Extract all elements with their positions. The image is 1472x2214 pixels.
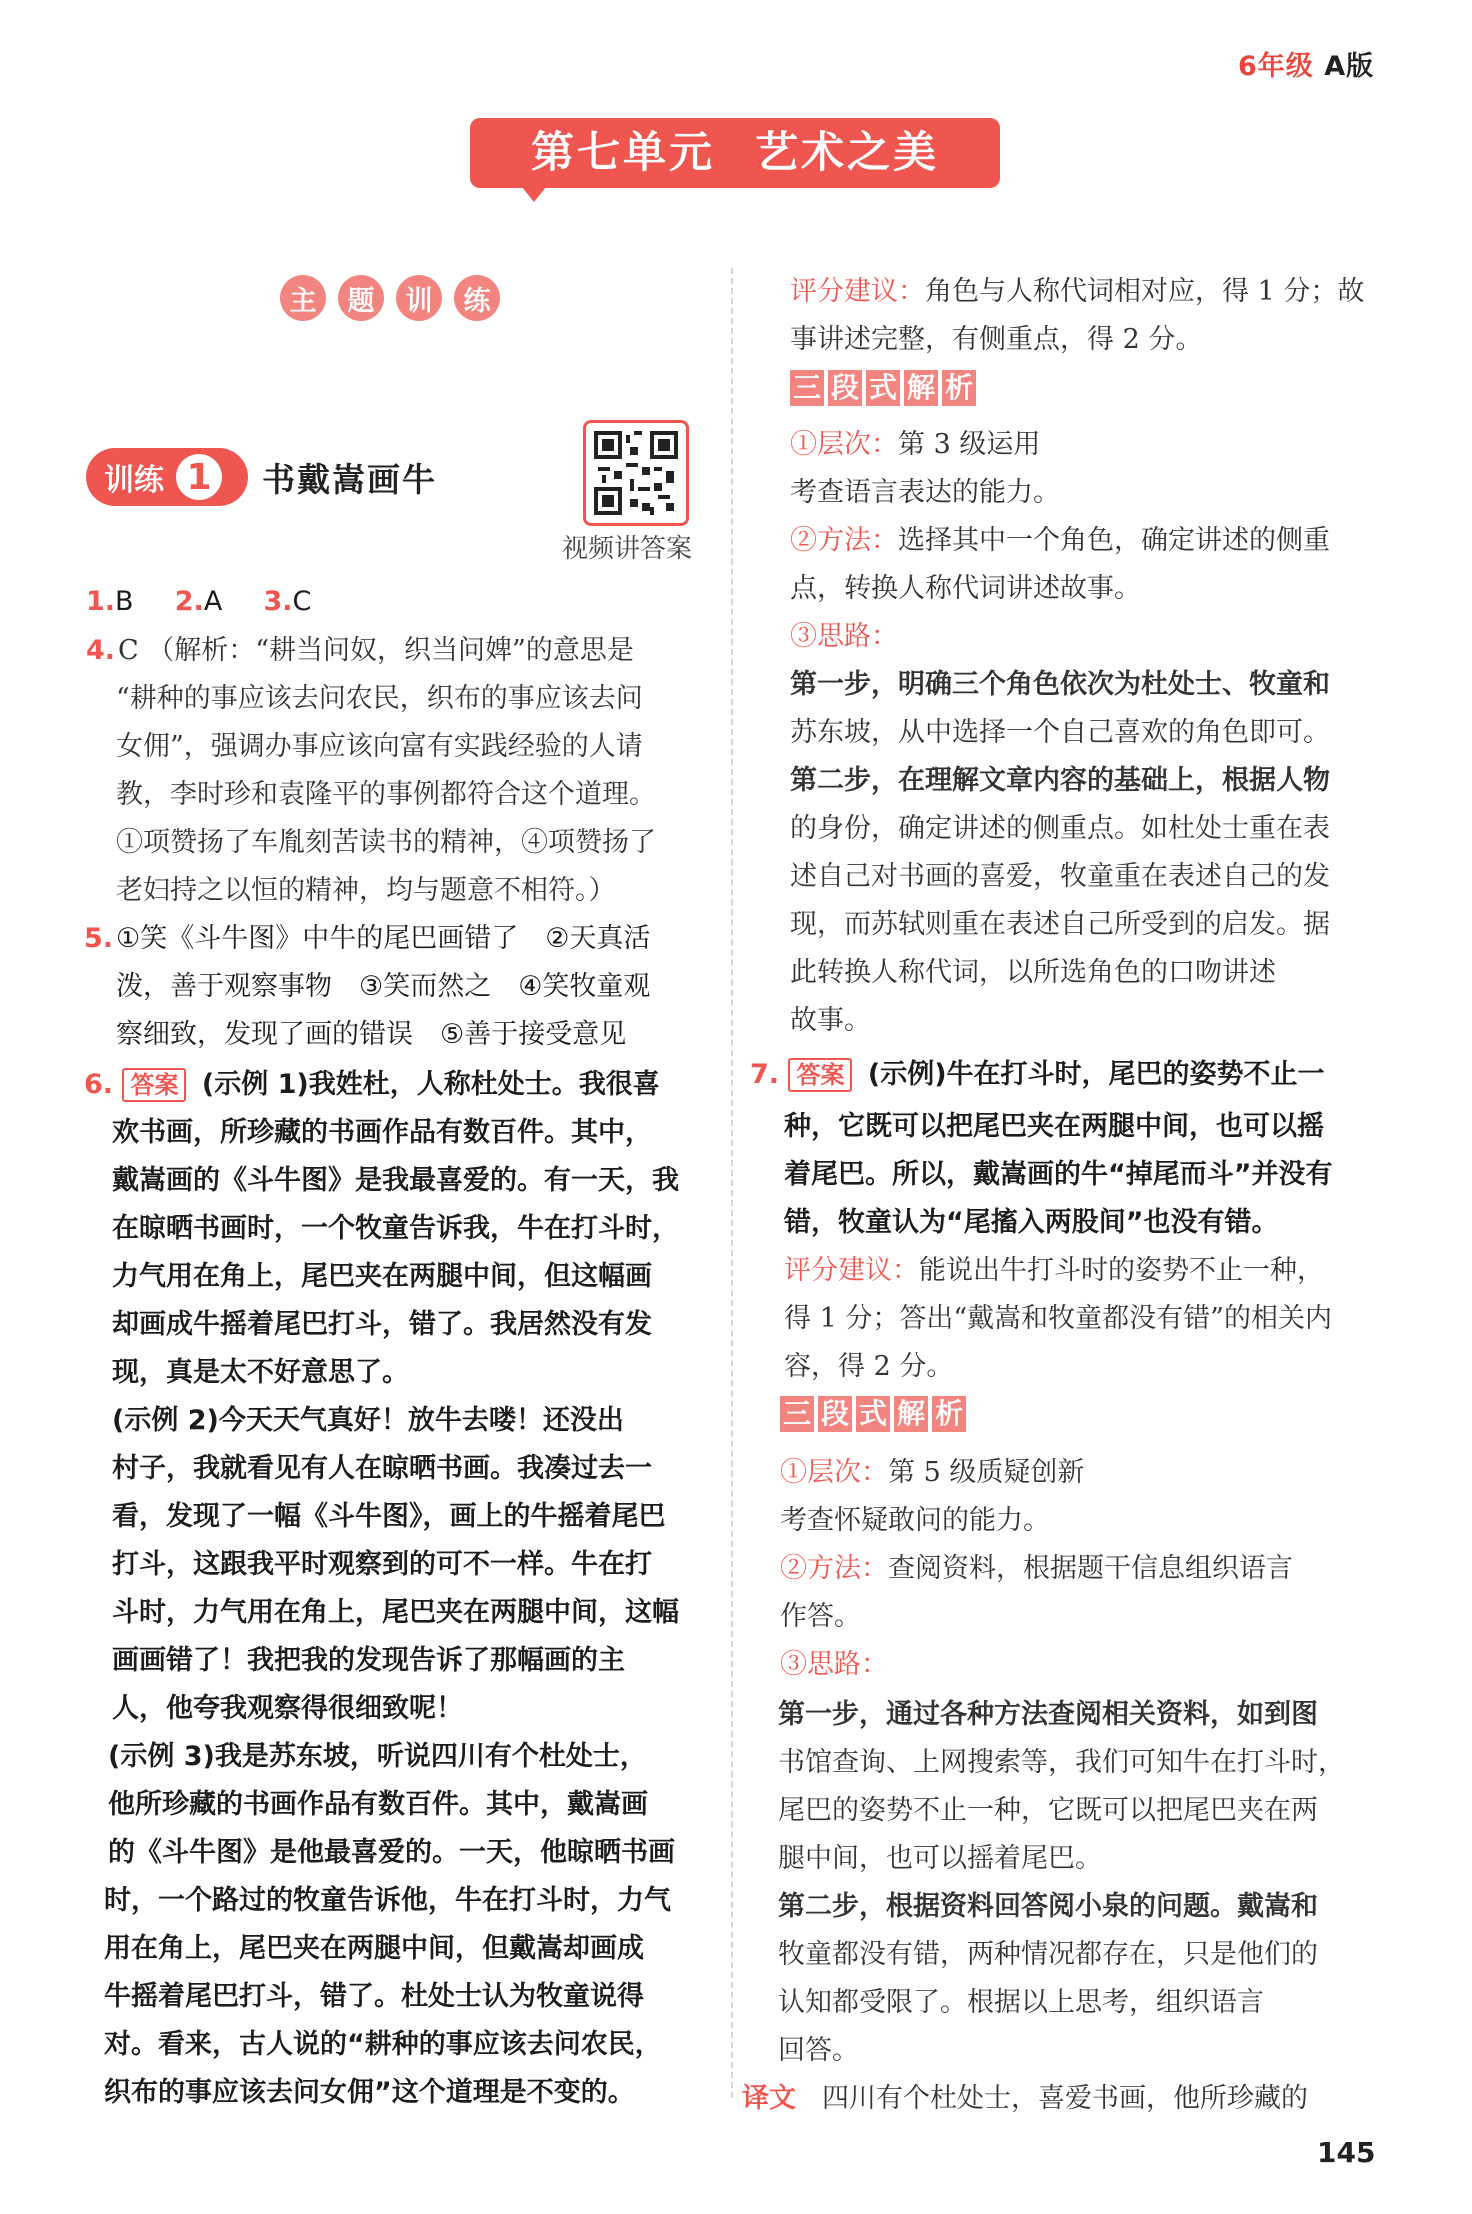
qr-code-icon	[594, 431, 678, 515]
path-label-text: ③思路：	[780, 1649, 888, 1680]
path-line: 故事。	[790, 1005, 871, 1036]
score-label: 评分建议：	[784, 1255, 919, 1286]
lesson-number: 1	[176, 454, 222, 500]
path-line: 尾巴的姿势不止一种，它既可以把尾巴夹在两	[778, 1795, 1318, 1826]
q6-line: 现，真是太不好意思了。	[112, 1357, 409, 1388]
score-label: 评分建议：	[790, 276, 925, 307]
three-step-analysis-badge-2	[780, 1396, 970, 1432]
badge-char: 解	[904, 370, 938, 406]
q6-line: 牛摇着尾巴打斗，错了。杜处士认为牧童说得	[104, 1981, 644, 2012]
answers-1-3	[86, 585, 311, 619]
badge-char: 解	[894, 1396, 928, 1432]
answer-badge: 答案	[788, 1058, 852, 1092]
question-number: 1.	[86, 586, 116, 617]
level-text: 第 3 级运用	[898, 429, 1041, 460]
score-text: 能说出牛打斗时的姿势不止一种，	[919, 1255, 1324, 1286]
path-line: 苏东坡，从中选择一个自己喜欢的角色即可。	[790, 717, 1330, 748]
score-line: 容，得 2 分。	[784, 1351, 954, 1382]
three-step-analysis-badge-1	[790, 370, 980, 406]
method-line: 点，转换人称代词讲述故事。	[790, 573, 1141, 604]
theme-char: 训	[396, 275, 442, 321]
score-suggestion-1	[790, 275, 1364, 309]
lesson-label: 训练	[104, 463, 164, 498]
answer: B	[115, 586, 134, 617]
question-number: 3.	[263, 586, 293, 617]
q4-line: 教，李时珍和袁隆平的事例都符合这个道理。	[116, 779, 656, 810]
score-line: 事讲述完整，有侧重点，得 2 分。	[790, 324, 1203, 355]
q4-line: C （解析：“耕当问奴，织当问婢”的意思是	[118, 635, 634, 666]
unit-theme: 艺术之美	[755, 128, 939, 178]
level-text: 第 5 级质疑创新	[888, 1457, 1085, 1488]
q6-line: 画画错了！我把我的发现告诉了那幅画的主	[112, 1645, 625, 1676]
question-number: 2.	[174, 586, 204, 617]
score-text: 角色与人称代词相对应，得 1 分；故	[925, 276, 1365, 307]
path-line: 第二步，根据资料回答阅小泉的问题。戴嵩和	[778, 1891, 1318, 1922]
method-label: ②方法：	[780, 1553, 888, 1584]
video-answer-label: 视频讲答案	[562, 534, 693, 564]
q6-line: 打斗，这跟我平时观察到的可不一样。牛在打	[112, 1549, 652, 1580]
question-number: 4.	[86, 635, 116, 666]
theme-char: 练	[454, 275, 500, 321]
q6-line: 看，发现了一幅《斗牛图》，画上的牛摇着尾巴	[112, 1501, 666, 1532]
translation-label: 译文	[742, 2083, 796, 2114]
badge-char: 段	[828, 370, 862, 406]
level-2	[780, 1456, 1084, 1490]
score-suggestion-2	[784, 1254, 1324, 1288]
grade-edition	[1238, 44, 1374, 83]
level-label: ①层次：	[780, 1457, 888, 1488]
method-line: 作答。	[780, 1601, 861, 1632]
path-line: 的身份，确定讲述的侧重点。如杜处士重在表	[790, 813, 1330, 844]
path-line: 述自己对书画的喜爱，牧童重在表述自己的发	[790, 861, 1330, 892]
path-line: 认知都受限了。根据以上思考，组织语言	[778, 1987, 1264, 2018]
translation-text: 四川有个杜处士，喜爱书画，他所珍藏的	[822, 2083, 1308, 2114]
q5-number	[84, 922, 113, 956]
badge-char: 三	[790, 370, 824, 406]
q6-line: 村子，我就看见有人在晾晒书画。我凑过去一	[112, 1453, 652, 1484]
level-desc: 考查怀疑敢问的能力。	[780, 1505, 1050, 1536]
q6-line: (示例 3)我是苏东坡，听说四川有个杜处士，	[108, 1741, 647, 1772]
q4-line: “耕种的事应该去问农民，织布的事应该去问	[116, 683, 643, 714]
qr-code[interactable]	[583, 420, 689, 526]
grade-number: 6年级	[1238, 51, 1314, 82]
path-line: 回答。	[778, 2035, 859, 2066]
q6-line: (示例 2)今天天气真好！放牛去喽！还没出	[112, 1405, 624, 1436]
path-line: 腿中间，也可以摇着尾巴。	[778, 1843, 1102, 1874]
q7-line: 着尾巴。所以，戴嵩画的牛“掉尾而斗”并没有	[784, 1159, 1333, 1190]
answer-badge: 答案	[122, 1068, 186, 1102]
q6-line: 的《斗牛图》是他最喜爱的。一天，他晾晒书画	[108, 1837, 675, 1868]
column-divider	[731, 268, 733, 2098]
level-1	[790, 428, 1040, 462]
q6-line: 在晾晒书画时，一个牧童告诉我，牛在打斗时，	[112, 1213, 679, 1244]
q6-line: 力气用在角上，尾巴夹在两腿中间，但这幅画	[112, 1261, 652, 1292]
q6-line: 对。看来，古人说的“耕种的事应该去问农民，	[104, 2029, 662, 2060]
method-label: ②方法：	[790, 525, 898, 556]
q5-line: 泼，善于观察事物 ③笑而然之 ④笑牧童观	[116, 971, 651, 1002]
q4-line: 女佣”，强调办事应该向富有实践经验的人请	[116, 731, 643, 762]
answer: A	[203, 586, 223, 617]
edition-label: A版	[1324, 51, 1375, 82]
method-2	[780, 1552, 1293, 1586]
score-line: 得 1 分；答出“戴嵩和牧童都没有错”的相关内	[784, 1303, 1332, 1334]
path-line: 第一步，通过各种方法查阅相关资料，如到图	[778, 1699, 1318, 1730]
level-desc: 考查语言表达的能力。	[790, 477, 1060, 508]
q6-text: (示例 1)我姓杜，人称杜处士。我很喜	[201, 1069, 660, 1100]
q5-line: ①笑《斗牛图》中牛的尾巴画错了 ②天真活	[116, 923, 651, 954]
theme-char: 主	[280, 275, 326, 321]
theme-char: 题	[338, 275, 384, 321]
page-number: 145	[1317, 2136, 1376, 2169]
q6-line: 戴嵩画的《斗牛图》是我最喜爱的。有一天，我	[112, 1165, 679, 1196]
badge-char: 式	[866, 370, 900, 406]
banner-tail	[522, 187, 546, 202]
badge-char: 三	[780, 1396, 814, 1432]
level-label: ①层次：	[790, 429, 898, 460]
method-text: 选择其中一个角色，确定讲述的侧重	[898, 525, 1330, 556]
q6-line: 他所珍藏的书画作品有数百件。其中，戴嵩画	[108, 1789, 648, 1820]
lesson-title: 书戴嵩画牛	[262, 460, 437, 499]
q4-line: 老妇持之以恒的精神，均与题意不相符。）	[116, 875, 616, 906]
method-text: 查阅资料，根据题干信息组织语言	[888, 1553, 1293, 1584]
path-line: 第二步，在理解文章内容的基础上，根据人物	[790, 765, 1330, 796]
path-label	[790, 620, 898, 654]
path-line: 第一步，明确三个角色依次为杜处士、牧童和	[790, 669, 1330, 700]
q6-line: 织布的事应该去问女佣”这个道理是不变的。	[104, 2077, 635, 2108]
q5-line: 察细致，发现了画的错误 ⑤善于接受意见	[116, 1019, 627, 1050]
q7-text: (示例)牛在打斗时，尾巴的姿势不止一	[867, 1059, 1325, 1090]
badge-char: 析	[942, 370, 976, 406]
path-label	[780, 1648, 888, 1682]
q6-line: 用在角上，尾巴夹在两腿中间，但戴嵩却画成	[104, 1933, 644, 1964]
theme-training-heading	[280, 275, 500, 321]
question-number: 6.	[84, 1069, 114, 1100]
q7-line: 种，它既可以把尾巴夹在两腿中间，也可以摇	[784, 1111, 1324, 1142]
path-line: 此转换人称代词，以所选角色的口吻讲述	[790, 957, 1276, 988]
path-line: 书馆查询、上网搜索等，我们可知牛在打斗时，	[778, 1747, 1345, 1778]
q6-first	[84, 1068, 660, 1102]
badge-char: 析	[932, 1396, 966, 1432]
question-number: 7.	[750, 1059, 780, 1090]
question-number: 5.	[84, 923, 114, 954]
q4-number	[86, 634, 115, 668]
q6-line: 人，他夸我观察得很细致呢！	[112, 1693, 463, 1724]
q6-line: 时，一个路过的牧童告诉他，牛在打斗时，力气	[104, 1885, 671, 1916]
q6-line: 却画成牛摇着尾巴打斗，错了。我居然没有发	[112, 1309, 652, 1340]
unit-banner	[470, 118, 1000, 188]
path-line: 牧童都没有错，两种情况都存在，只是他们的	[778, 1939, 1318, 1970]
q7-first	[750, 1058, 1325, 1092]
path-label-text: ③思路：	[790, 621, 898, 652]
answer: C	[292, 586, 312, 617]
unit-number: 第七单元	[531, 128, 715, 178]
q6-line: 斗时，力气用在角上，尾巴夹在两腿中间，这幅	[112, 1597, 679, 1628]
badge-char: 式	[856, 1396, 890, 1432]
q6-line: 欢书画，所珍藏的书画作品有数百件。其中，	[112, 1117, 652, 1148]
path-line: 现，而苏轼则重在表述自己所受到的启发。据	[790, 909, 1330, 940]
method-1	[790, 524, 1330, 558]
lesson-pill	[86, 448, 248, 506]
badge-char: 段	[818, 1396, 852, 1432]
q4-line: ①项赞扬了车胤刻苦读书的精神，④项赞扬了	[116, 827, 656, 858]
translation	[742, 2082, 1308, 2116]
q7-line: 错，牧童认为“尾搐入两股间”也没有错。	[784, 1207, 1279, 1238]
